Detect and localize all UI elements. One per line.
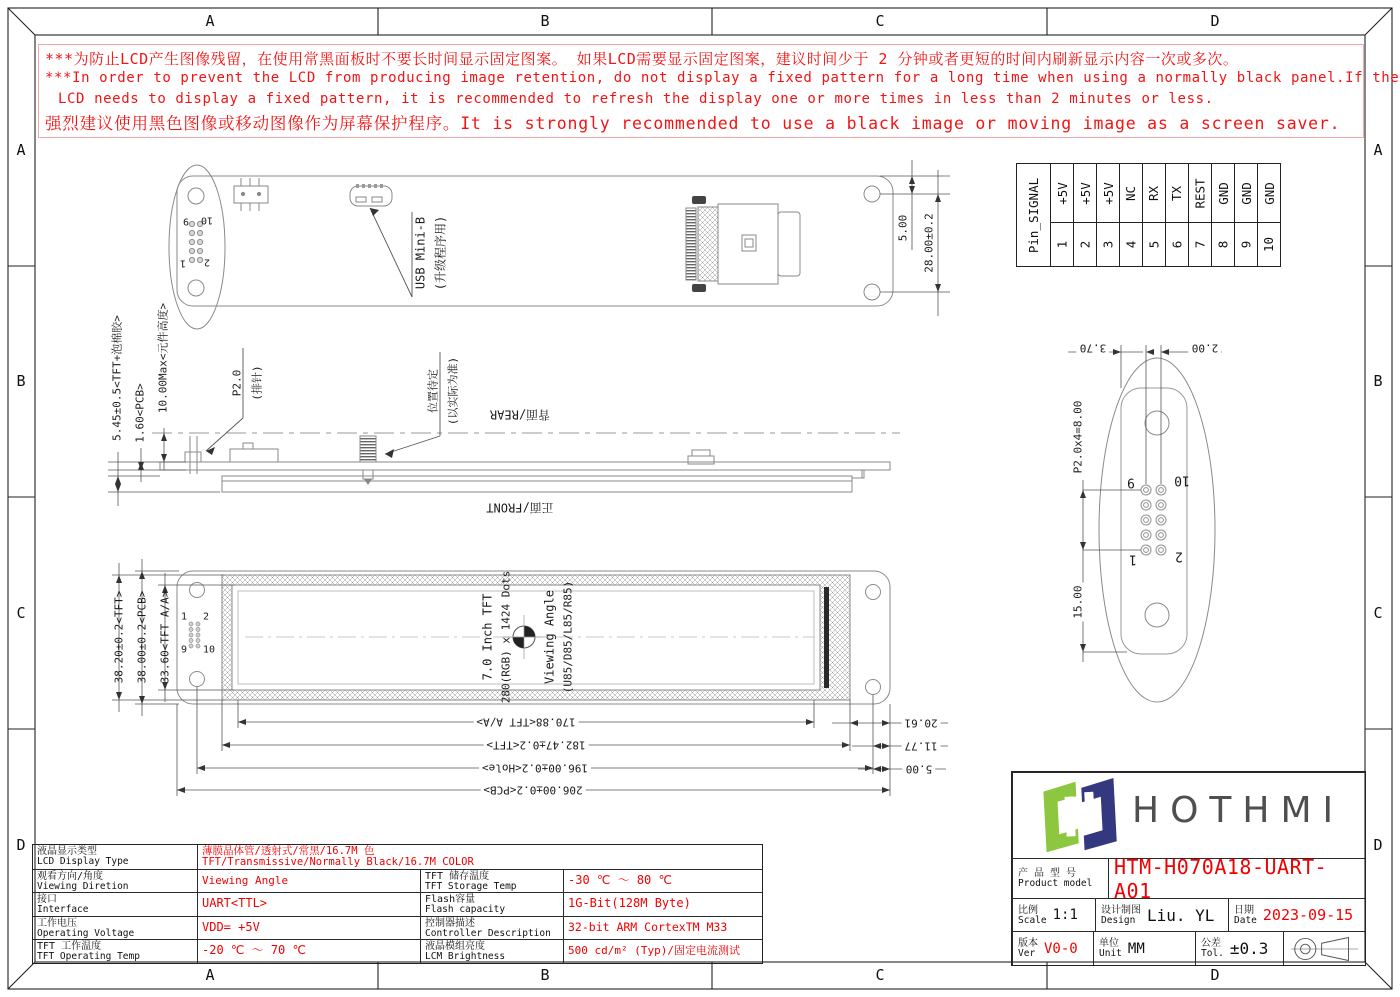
zone-bottom-b: B bbox=[540, 966, 550, 984]
spec-value bbox=[197, 869, 420, 893]
product-label-cn: 产 品 型 号 bbox=[1018, 868, 1077, 879]
pin-column bbox=[1119, 164, 1142, 266]
tolerance-label-cn: 公差 bbox=[1201, 938, 1221, 949]
version-value: V0-0 bbox=[1044, 940, 1078, 957]
pin-signal: RX bbox=[1146, 185, 1162, 201]
pin-signal: GND bbox=[1238, 181, 1254, 205]
spec-label-cn: 液晶模组亮度 bbox=[425, 941, 485, 952]
pin-signal: TX bbox=[1169, 185, 1185, 201]
rear-pin-1: 1 bbox=[179, 257, 187, 269]
spec-label-cn: 接口 bbox=[37, 894, 57, 905]
zone-right-a: A bbox=[1373, 141, 1383, 159]
rear-pin-2: 2 bbox=[203, 256, 211, 268]
detail-view-linework bbox=[1068, 345, 1222, 702]
unit-label-en: Unit bbox=[1099, 948, 1122, 959]
detail-pin-1: 1 bbox=[1129, 551, 1137, 567]
pin-number: 7 bbox=[1192, 240, 1208, 249]
dim-stack-height: 5.45±0.5<TFT+泡棉胶> bbox=[110, 315, 124, 441]
spec-label-en: Flash capacity bbox=[425, 904, 506, 915]
viewing-angle-label-1: Viewing Angle bbox=[542, 590, 557, 684]
unit-value: MM bbox=[1127, 940, 1145, 957]
zone-top-c: C bbox=[875, 12, 885, 30]
spec-value-text: Viewing Angle bbox=[202, 873, 289, 887]
pin-number: 2 bbox=[1077, 240, 1093, 249]
product-label-cell bbox=[1012, 858, 1108, 898]
rear-side-label: 背面/REAR bbox=[489, 407, 551, 422]
zone-left-a: A bbox=[16, 141, 26, 159]
spec-value bbox=[563, 939, 762, 963]
pin-signal: REST bbox=[1192, 177, 1208, 209]
front-side-label: 正面/FRONT bbox=[486, 500, 554, 515]
pin-signal: GND bbox=[1215, 181, 1231, 205]
date-value: 2023-09-15 bbox=[1262, 906, 1354, 924]
date-cell bbox=[1228, 898, 1365, 931]
dim-right-1: 20.61 bbox=[901, 717, 940, 730]
spec-value bbox=[197, 916, 420, 940]
header-callout-line-1: P2.0 bbox=[230, 369, 244, 397]
spec-label bbox=[33, 845, 197, 869]
zone-left-d: D bbox=[16, 836, 26, 854]
warning-line-2: ***In order to prevent the LCD from producing image retention, do not display a fixed pattern for a long time when using a normally black panel.If the bbox=[45, 70, 1400, 86]
spec-label bbox=[420, 869, 563, 893]
tbd-callout-line-1: 位置待定 bbox=[426, 369, 440, 413]
projection-symbol-icon bbox=[1289, 935, 1360, 963]
usb-label-line-2: (升级程序用) bbox=[433, 215, 448, 291]
spec-label bbox=[420, 892, 563, 916]
zone-bottom-c: C bbox=[875, 966, 885, 984]
scale-label-cn: 比例 bbox=[1018, 904, 1038, 916]
zone-right-b: B bbox=[1373, 372, 1383, 390]
dim-right-2: 11.77 bbox=[901, 740, 940, 753]
pin-column bbox=[1211, 164, 1234, 266]
detail-pin-9: 9 bbox=[1127, 474, 1135, 490]
tolerance-label-en: Tol. bbox=[1201, 948, 1224, 959]
version-label-cn: 版本 bbox=[1018, 938, 1038, 949]
header-callout-line-2: (排针) bbox=[250, 365, 264, 401]
spec-label-cn: 液晶显示类型 bbox=[37, 846, 97, 857]
viewing-angle-label-2: (U85/D85/L85/R85) bbox=[561, 580, 575, 694]
zone-bottom-d: D bbox=[1210, 966, 1220, 984]
pin-signal-table bbox=[1016, 163, 1281, 267]
spec-value-text: -20 ℃ ～ 70 ℃ bbox=[202, 943, 306, 957]
detail-dim-edge: 3.70 bbox=[1077, 342, 1110, 355]
spec-label-cn: TFT 工作温度 bbox=[37, 941, 102, 952]
spec-table bbox=[33, 845, 762, 963]
rear-pin-9: 9 bbox=[182, 215, 190, 227]
pin-signal: GND bbox=[1261, 181, 1277, 205]
spec-value-text: 500 cd/m² (Typ)/固定电流测试 bbox=[568, 944, 740, 957]
spec-label-en: LCD Display Type bbox=[37, 856, 129, 867]
lcd-size-label: 7.0 Inch TFT bbox=[480, 593, 495, 681]
spec-label bbox=[33, 939, 197, 963]
spec-label-en: TFT Operating Temp bbox=[37, 951, 140, 962]
dim-right-3: 5.00 bbox=[903, 763, 936, 776]
spec-label bbox=[420, 916, 563, 940]
pin-number: 4 bbox=[1123, 240, 1139, 249]
warning-line-1: ***为防止LCD产生图像残留，在使用常黑面板时不要长时间显示固定图案。 如果LCD需要显示固定图案，建议时间少于 2 分钟或者更短的时间内刷新显示内容一次或多次。 bbox=[45, 50, 1239, 68]
front-pin-2: 2 bbox=[202, 611, 210, 623]
warning-line-3: LCD needs to display a fixed pattern, it is recommended to refresh the display one or more times in less than 2 minutes or less. bbox=[58, 91, 1214, 107]
front-view-linework bbox=[112, 559, 948, 796]
dim-tft-width: 182.47±0.2<TFT> bbox=[483, 739, 588, 752]
scale-label-en: Scale bbox=[1018, 914, 1047, 926]
detail-pin-2: 2 bbox=[1175, 548, 1183, 564]
dim-pcb-width: 206.00±0.2<PCB> bbox=[480, 784, 585, 797]
design-cell bbox=[1095, 898, 1228, 931]
date-label-cn: 日期 bbox=[1234, 904, 1254, 916]
dim-pcb-thickness: 1.60<PCB> bbox=[133, 383, 147, 443]
pin-number: 10 bbox=[1261, 236, 1277, 253]
product-value-cell bbox=[1108, 858, 1365, 898]
usb-label-line-1: USB Mini-B bbox=[413, 216, 428, 290]
dim-hole-width: 196.00±0.2<Hole> bbox=[479, 762, 591, 775]
scale-value: 1:1 bbox=[1052, 907, 1078, 923]
dim-hole-span: 28.00±0.2 bbox=[922, 213, 936, 273]
spec-value bbox=[563, 869, 762, 893]
pin-column bbox=[1257, 164, 1280, 266]
pin-number: 1 bbox=[1054, 240, 1070, 249]
spec-value bbox=[563, 892, 762, 916]
lcd-resolution-label: 280(RGB) x 1424 Dots bbox=[499, 570, 513, 704]
spec-value bbox=[197, 892, 420, 916]
spec-label-en: Viewing Diretion bbox=[37, 880, 129, 892]
design-label-en: Design bbox=[1101, 914, 1136, 926]
spec-label-en: TFT Storage Temp bbox=[425, 880, 517, 892]
unit-cell bbox=[1093, 931, 1195, 965]
dim-hole-edge: 5.00 bbox=[896, 214, 910, 242]
zone-top-b: B bbox=[540, 12, 550, 30]
product-label-en: Product model bbox=[1018, 878, 1093, 889]
side-view-linework bbox=[108, 348, 900, 506]
spec-value-text: 1G-Bit(128M Byte) bbox=[568, 896, 691, 910]
pin-signal: +5V bbox=[1054, 181, 1070, 205]
pin-table-header: Pin_SIGNAL bbox=[1026, 177, 1042, 253]
dim-aa-width: 170.88<TFT A/A> bbox=[473, 716, 578, 729]
spec-label-cn: 观看方向/角度 bbox=[37, 870, 104, 882]
zone-bottom-a: A bbox=[205, 966, 215, 984]
detail-pin-10: 10 bbox=[1174, 472, 1190, 488]
pin-column bbox=[1096, 164, 1119, 266]
zone-top-d: D bbox=[1210, 12, 1220, 30]
pin-number: 5 bbox=[1146, 240, 1162, 249]
warning-line-4: 强烈建议使用黑色图像或移动图像作为屏幕保护程序。It is strongly recommended to use a black image or moving image as a screen saver. bbox=[45, 114, 1341, 133]
design-label-cn: 设计制图 bbox=[1101, 904, 1141, 916]
version-label-en: Ver bbox=[1018, 948, 1036, 959]
spec-label-en: Controller Description bbox=[425, 927, 551, 939]
pin-number: 8 bbox=[1215, 240, 1231, 249]
tbd-callout-line-2: (以实际为准) bbox=[446, 356, 460, 426]
spec-value-line-2: TFT/Transmissive/Normally Black/16.7M COLOR bbox=[202, 856, 474, 868]
spec-label-cn: 工作电压 bbox=[37, 917, 77, 929]
spec-label-en: LCM Brightness bbox=[425, 951, 506, 962]
spec-value-text: UART<TTL> bbox=[202, 896, 268, 910]
spec-label bbox=[33, 916, 197, 940]
pin-number: 9 bbox=[1238, 240, 1254, 249]
scale-cell bbox=[1012, 898, 1095, 931]
detail-dim-col-pitch: 2.00 bbox=[1189, 342, 1222, 355]
version-cell bbox=[1012, 931, 1093, 965]
detail-dim-hole: 15.00 bbox=[1072, 582, 1085, 621]
zone-left-c: C bbox=[16, 604, 26, 622]
zone-left-b: B bbox=[16, 372, 26, 390]
projection-cell bbox=[1283, 931, 1365, 965]
spec-label-cn: 控制器描述 bbox=[425, 917, 475, 929]
tolerance-value: ±0.3 bbox=[1229, 939, 1269, 958]
design-value: Liu. YL bbox=[1147, 905, 1215, 925]
dim-tft-height: 38.20±0.2<TFT> bbox=[112, 590, 126, 684]
spec-value bbox=[197, 845, 762, 869]
front-pin-1: 1 bbox=[180, 611, 188, 623]
pin-column bbox=[1165, 164, 1188, 266]
zone-top-a: A bbox=[205, 12, 215, 30]
zone-right-c: C bbox=[1373, 604, 1383, 622]
pin-signal: +5V bbox=[1100, 181, 1116, 205]
zone-right-d: D bbox=[1373, 836, 1383, 854]
dim-pcb-height: 38.00±0.2<PCB> bbox=[135, 590, 149, 684]
pin-number: 3 bbox=[1100, 240, 1116, 249]
pin-column bbox=[1188, 164, 1211, 266]
pin-column bbox=[1234, 164, 1257, 266]
spec-label-cn: TFT 储存温度 bbox=[425, 870, 490, 882]
tolerance-cell bbox=[1195, 931, 1283, 965]
spec-value-text: 32-bit ARM CortexTM M33 bbox=[568, 919, 728, 934]
detail-dim-row-pitch: P2.0x4=8.00 bbox=[1072, 398, 1085, 477]
pin-column bbox=[1142, 164, 1165, 266]
spec-label bbox=[420, 939, 563, 963]
spec-label bbox=[33, 869, 197, 893]
dim-aa-height: 33.60<TFT A/A> bbox=[158, 590, 172, 684]
spec-value-text: VDD= +5V bbox=[202, 919, 260, 934]
hothmi-logo-icon bbox=[1032, 777, 1128, 855]
product-model-value: HTM-H070A18-UART-A01 bbox=[1114, 858, 1328, 898]
pin-number: 6 bbox=[1169, 240, 1185, 249]
unit-label-cn: 单位 bbox=[1099, 938, 1119, 949]
hothmi-logo-text: HOTHMI bbox=[1132, 790, 1345, 831]
front-pin-10: 10 bbox=[202, 644, 216, 656]
spec-label-en: Interface bbox=[37, 904, 89, 915]
pin-column bbox=[1050, 164, 1073, 266]
front-pin-9: 9 bbox=[180, 644, 188, 656]
pin-signal: NC bbox=[1123, 185, 1139, 201]
spec-value bbox=[197, 939, 420, 963]
spec-value-text: -30 ℃ ～ 80 ℃ bbox=[568, 872, 672, 887]
spec-label-en: Operating Voltage bbox=[37, 927, 135, 939]
dim-component-height: 10.00Max<元件高度> bbox=[156, 302, 170, 414]
spec-value-line-1: 薄膜晶体管/透射式/常黑/16.7M 色 bbox=[202, 845, 375, 857]
pin-column bbox=[1073, 164, 1096, 266]
spec-label-cn: Flash容量 bbox=[425, 894, 476, 905]
pin-signal: +5V bbox=[1077, 181, 1093, 205]
spec-label bbox=[33, 892, 197, 916]
rear-pin-10: 10 bbox=[200, 214, 214, 226]
top-view-linework bbox=[169, 160, 950, 329]
spec-value bbox=[563, 916, 762, 940]
date-label-en: Date bbox=[1234, 914, 1257, 926]
